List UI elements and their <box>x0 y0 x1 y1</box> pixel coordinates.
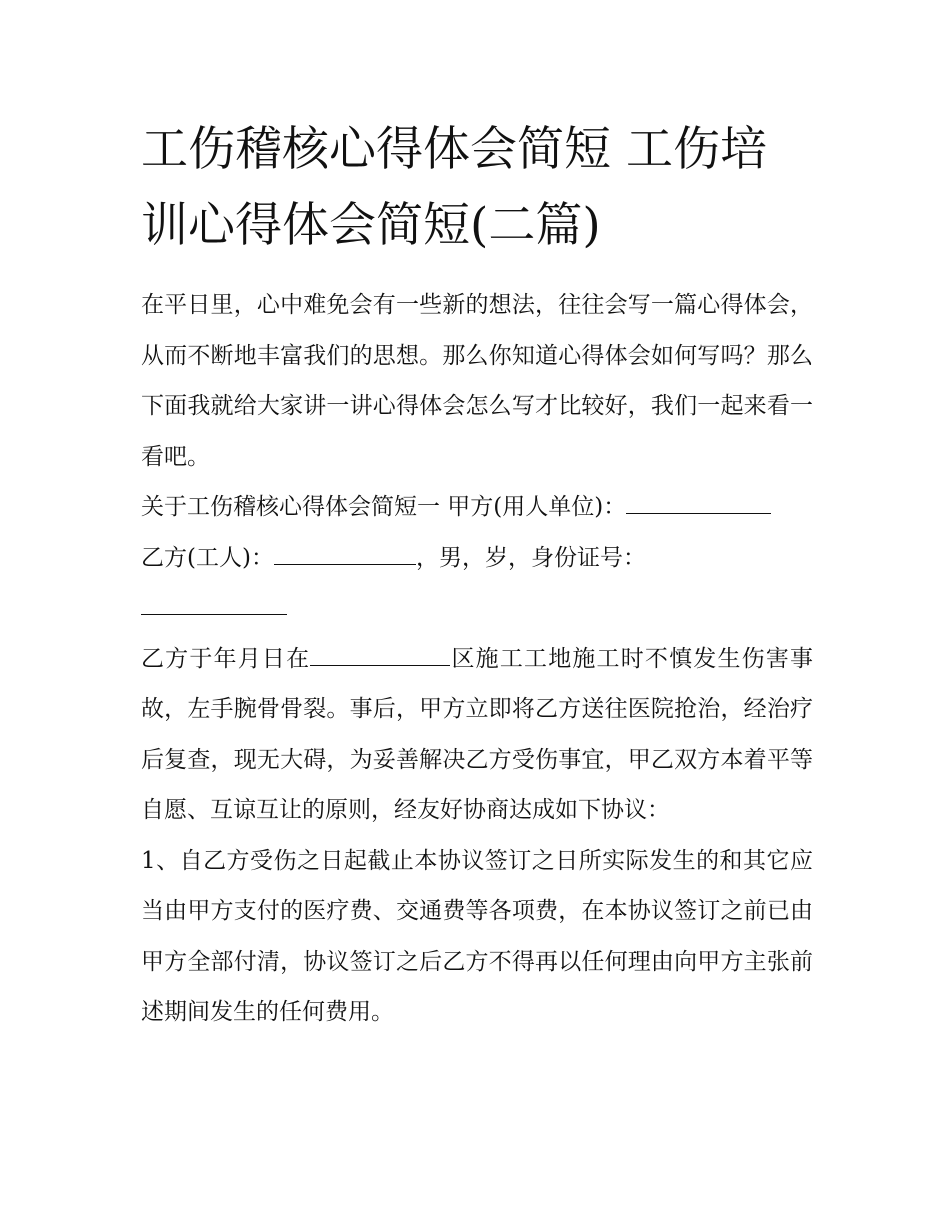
intro-paragraph: 在平日里，心中难免会有一些新的想法，往往会写一篇心得体会，从而不断地丰富我们的思想。那么你知道心得体会如何写吗？那么下面我就给大家讲一讲心得体会怎么写才比较好，我们一起来看一看吧。 <box>141 292 813 470</box>
accident-text-pre: 乙方于年月日在 <box>141 645 311 672</box>
section-heading: 关于工伤稽核心得体会简短一 甲方(用人单位)： <box>141 494 627 520</box>
worker-tail: ，男，岁，身份证号： <box>415 544 646 571</box>
accident-text-post: 区施工工地施工时不慎发生伤害事故，左手腕骨骨裂。事后，甲方立即将乙方送往医院抢治，经治疗后复查，现无大碍，为妥善解决乙方受伤事宜，甲乙双方本着平等自愿、互谅互让的原则，经友好协商达成如下协议： <box>141 645 814 823</box>
worker-line <box>141 533 813 584</box>
employer-blank <box>626 512 771 514</box>
location-blank <box>310 664 450 666</box>
clause-1: 1、自乙方受伤之日起截止本协议签订之日所实际发生的和其它应当由甲方支付的医疗费、交通费等各项费，在本协议签订之前已由甲方全部付清，协议签订之后乙方不得再以任何理由向甲方主张前述期间发生的任何费用。 <box>141 847 813 1025</box>
worker-label: 乙方(工人)： <box>141 544 274 571</box>
document-title: 工伤稽核心得体会简短 工伤培训心得体会简短(二篇) <box>141 122 767 253</box>
worker-name-blank <box>274 563 416 565</box>
accident-paragraph <box>141 634 813 836</box>
id-number-line <box>141 583 813 634</box>
id-number-blank <box>141 613 287 615</box>
employer-line <box>141 482 813 533</box>
document-body <box>141 112 813 1038</box>
